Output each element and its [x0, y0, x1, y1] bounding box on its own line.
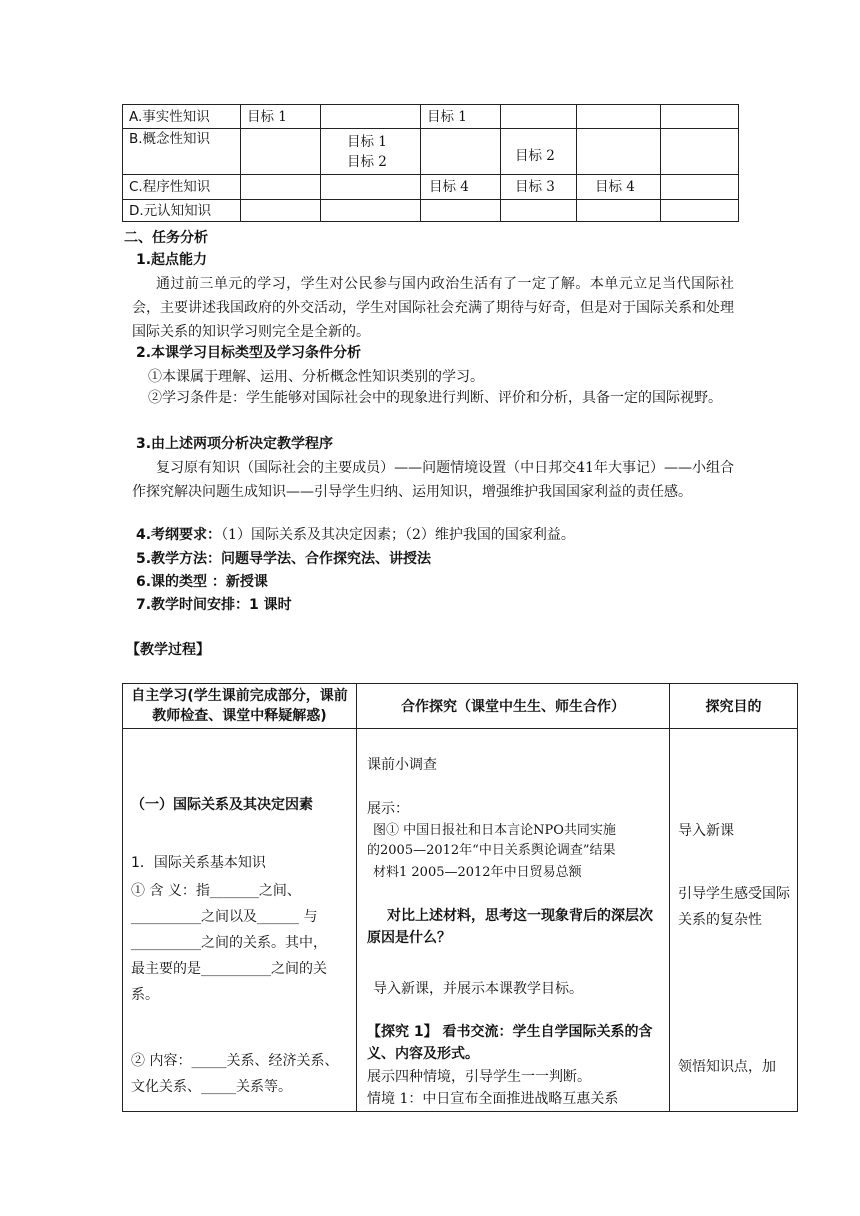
- table-cell: [241, 129, 321, 175]
- process-table: [122, 683, 798, 1112]
- text-line: ② 内容：_____关系、经济关系、: [131, 1053, 339, 1069]
- table-cell: 目标 3: [501, 175, 577, 200]
- figure-caption: 的2005—2012年“中日关系舆论调查”结果: [367, 843, 616, 858]
- table-cell: [321, 200, 421, 222]
- purpose-text: 领悟知识点，加: [678, 1059, 776, 1075]
- table-cell: 目标 4: [577, 175, 661, 200]
- subheading-2: 2.本课学习目标类型及学习条件分析: [136, 345, 362, 361]
- table-row: [123, 129, 739, 175]
- text-line: 最主要的是__________之间的关: [131, 961, 327, 977]
- intro: 导入新课，并展示本课教学目标。: [373, 981, 583, 997]
- row-label: A.事实性知识: [123, 105, 241, 129]
- figure-caption: 图① 中国日报社和日本言论NPO共同实施: [373, 823, 616, 838]
- text-line: ① 含 义：指_______之间、: [131, 883, 301, 899]
- table-cell: [501, 200, 577, 222]
- text-line: __________之间的关系。其中，: [131, 935, 327, 951]
- cooperation-cell: [357, 729, 670, 1112]
- column-header: 探究目的: [670, 684, 798, 729]
- material: 材料1 2005—2012年中日贸易总额: [373, 865, 582, 880]
- purpose-cell: [670, 729, 798, 1112]
- row-label: B.概念性知识: [123, 129, 241, 175]
- label: 4.考纲要求：: [136, 527, 222, 543]
- survey: 课前小调查: [367, 757, 437, 773]
- method: 5.教学方法：问题导学法、合作探究法、讲授法: [136, 551, 432, 567]
- section-title: （一）国际关系及其决定因素: [131, 797, 313, 813]
- column-header: 合作探究（课堂中生生、师生合作）: [357, 684, 670, 729]
- table-cell: [321, 175, 421, 200]
- paragraph-1: 通过前三单元的学习，学生对公民参与国内政治生活有了一定了解。本单元立足当代国际社会，主要讲述我国政府的外交活动，学生对国际社会充满了期待与好奇，但是对于国际关系和处理国际关系的知识学习则完全是全新的。: [132, 276, 734, 340]
- time: 7.教学时间安排：1 课时: [136, 597, 292, 613]
- subheading-1: 1.起点能力: [136, 252, 208, 268]
- table-cell: 目标 1 目标 2: [321, 129, 421, 175]
- section-heading: 二、任务分析: [124, 230, 208, 246]
- table-cell: [577, 129, 661, 175]
- table-cell: 目标 1: [241, 105, 321, 129]
- table-row: [123, 200, 739, 222]
- table-cell: [577, 200, 661, 222]
- self-study-cell: [123, 729, 357, 1112]
- column-header: 自主学习(学生课前完成部分，课前教师检查、课堂中释疑解惑): [123, 684, 357, 729]
- text-line: 展示四种情境，引导学生一一判断。: [367, 1069, 591, 1085]
- table-row: [123, 175, 739, 200]
- purpose-text: 引导学生感受国际关系的复杂性: [678, 886, 790, 928]
- paragraph-3: 复习原有知识（国际社会的主要成员）——问题情境设置（中日邦交41年大事记）——小组合作探究解决问题生成知识——引导学生归纳、运用知识，增强维护我国国家利益的责任感。: [132, 460, 734, 500]
- item-1: ①本课属于理解、运用、分析概念性知识类别的学习。: [148, 369, 484, 385]
- row-label: C.程序性知识: [123, 175, 241, 200]
- table-cell: 目标 1: [421, 105, 501, 129]
- table-cell: [421, 200, 501, 222]
- subheading-3: 3.由上述两项分析决定教学程序: [136, 436, 334, 452]
- table-cell: [241, 175, 321, 200]
- text-line: __________之间以及______ 与: [131, 909, 318, 925]
- table-cell: [661, 129, 739, 175]
- exam-requirement: [136, 525, 575, 545]
- lesson-type: 6.课的类型 ：新授课: [136, 574, 268, 590]
- table-cell: [577, 105, 661, 129]
- table-cell: [661, 105, 739, 129]
- table-cell: [661, 200, 739, 222]
- table-cell: 目标 2: [501, 129, 577, 175]
- table-cell: [661, 175, 739, 200]
- process-heading: 【教学过程】: [126, 642, 210, 658]
- question: 对比上述材料，思考这一现象背后的深层次原因是什么？: [367, 908, 653, 946]
- text-line: 系。: [131, 987, 159, 1003]
- table-cell: [421, 129, 501, 175]
- goal-table: [122, 104, 739, 222]
- table-cell: [241, 200, 321, 222]
- table-cell: [501, 105, 577, 129]
- table-cell: 目标 4: [421, 175, 501, 200]
- table-cell: [321, 105, 421, 129]
- value: （1）国际关系及其决定因素；（2）维护我国的国家利益。: [221, 527, 575, 543]
- explore-1: 【探究 1】 看书交流：学生自学国际关系的含义、内容及形式。: [367, 1024, 653, 1062]
- text-line: 文化关系、_____关系等。: [131, 1079, 292, 1095]
- table-header-row: [123, 684, 798, 729]
- item-2: ②学习条件是：学生能够对国际社会中的现象进行判断、评价和分析，具备一定的国际视野。: [148, 390, 722, 406]
- show: 展示：: [367, 801, 409, 817]
- table-row: [123, 105, 739, 129]
- table-row: [123, 729, 798, 1112]
- row-label: D.元认知知识: [123, 200, 241, 222]
- purpose-text: 导入新课: [678, 823, 734, 839]
- item-title: 1．国际关系基本知识: [131, 855, 266, 871]
- text-line: 情境 1：中日宣布全面推进战略互惠关系: [367, 1091, 619, 1107]
